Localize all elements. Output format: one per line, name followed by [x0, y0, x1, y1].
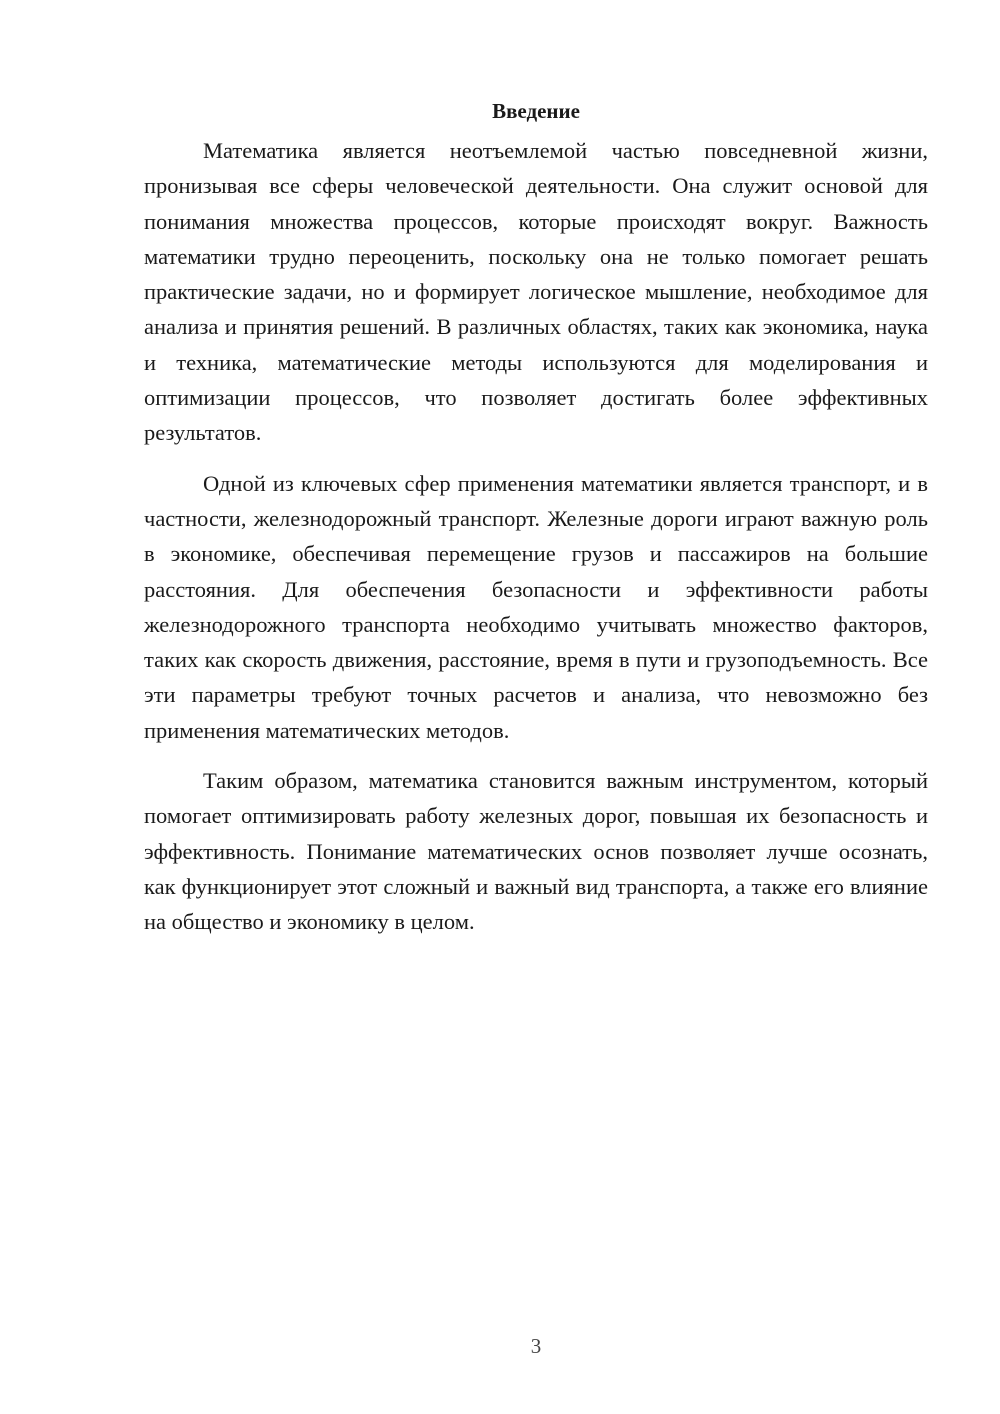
paragraph-intro: Математика является неотъемлемой частью повседневной жизни, пронизывая все сферы человеческой деятельности. Она служит основой для понимания множества процессов, которые происходят вокруг. Важность математики трудно переоценить, поскольку она не только помогает решать практические задачи, но и формирует логическое мышление, необходимое для анализа и принятия решений. В различных областях, таких как экономика, наука и техника, математические методы используются для моделирования и оптимизации процессов, что позволяет достигать более эффективных результатов. — [144, 138, 928, 446]
section-heading: Введение — [492, 99, 580, 123]
paragraph-transport: Одной из ключевых сфер применения математики является транспорт, и в частности, железнодорожный транспорт. Железные дороги играют важную роль в экономике, обеспечивая перемещение грузов и пассажиров на большие расстояния. Для обеспечения безопасности и эффективности работы железнодорожного транспорта необходимо учитывать множество факторов, таких как скорость движения, расстояние, время в пути и грузоподъемность. Все эти параметры требуют точных расчетов и анализа, что невозможно без применения математических методов. — [144, 470, 928, 743]
paragraph-conclusion: Таким образом, математика становится важным инструментом, который помогает оптимизировать работу железных дорог, повышая их безопасность и эффективность. Понимание математических основ позволяет лучше осознать, как функционирует этот сложный и важный вид транспорта, а также его влияние на общество и экономику в целом. — [144, 768, 928, 935]
page-content — [144, 95, 928, 955]
page-number: 3 — [530, 1334, 542, 1358]
